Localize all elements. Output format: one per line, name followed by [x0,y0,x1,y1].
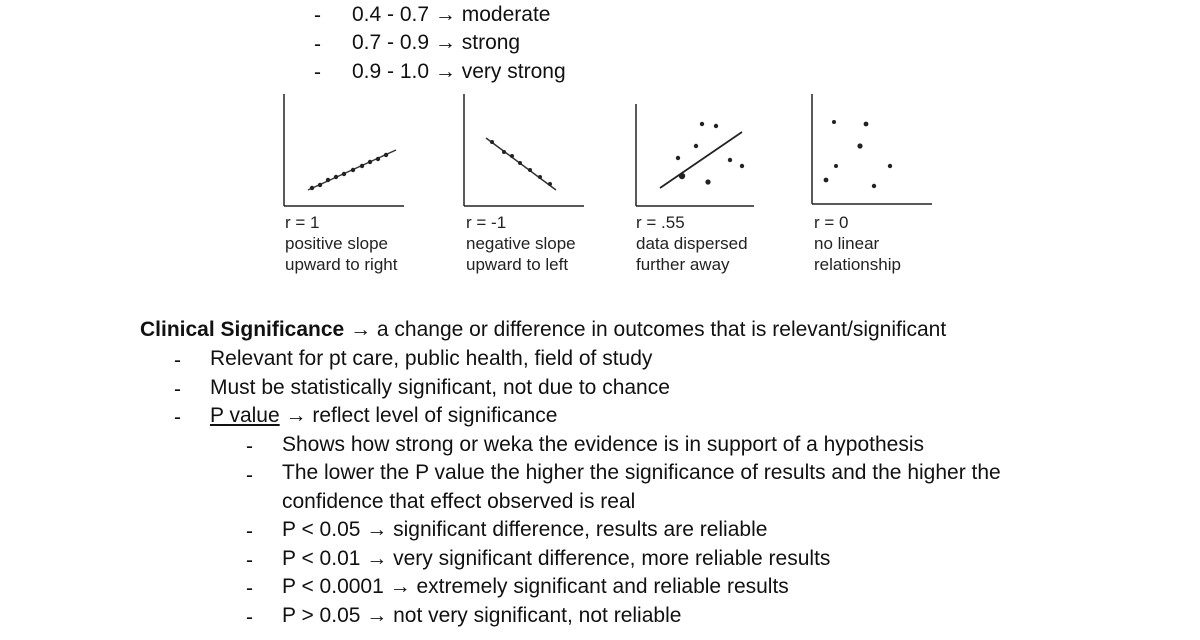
bullet-statistically-significant: Must be statistically significant, not due to chance [210,376,670,399]
bullet-dash: - [314,61,321,84]
scatter-plot-none [808,90,938,220]
threshold-strong [352,29,520,57]
caption-line: relationship [814,255,901,274]
bullet-dash: - [246,549,253,572]
bullet-dash: - [246,464,253,487]
bullet-dash: - [246,520,253,543]
r-value: r = .55 [636,213,685,232]
bullet-dash: - [246,577,253,600]
threshold-very-strong [352,58,566,86]
arrow-icon: → [434,60,456,83]
sub-bullet-p001: P < 0.01 → very significant difference, more reliable results [282,547,831,570]
section-title: Clinical Significance [140,318,345,341]
r-value: r = 1 [285,213,320,232]
arrow-icon: → [434,31,456,54]
caption-none [814,212,901,275]
bullet-dash: - [246,435,253,458]
p-value-term: P value [210,404,280,427]
sub-bullet-lower-p: The lower the P value the higher the significance of results and the higher the [282,461,1001,484]
r-value: r = 0 [814,213,849,232]
sub-bullet-p-gt-005: P > 0.05 → not very significant, not reliable [282,604,682,627]
bullet-dash: - [174,378,181,401]
scatter-plot-dispersed [630,90,760,220]
threshold-range: 0.7 - 0.9 [352,31,430,54]
sub-bullet-p00001: P < 0.0001 → extremely significant and reliable results [282,575,789,598]
bullet-relevant: Relevant for pt care, public health, field of study [210,347,653,370]
sub-bullet-p005: P < 0.05 → significant difference, results are reliable [282,518,768,541]
caption-line: negative slope [466,234,576,253]
threshold-label: moderate [461,3,551,26]
caption-line: further away [636,255,730,274]
arrow-icon: → [434,3,456,26]
caption-positive [285,212,397,275]
caption-line: upward to right [285,255,398,274]
bullet-dash: - [314,4,321,27]
threshold-range: 0.4 - 0.7 [352,3,430,26]
clinical-significance-heading [140,316,946,344]
threshold-moderate [352,1,550,29]
section-definition: a change or difference in outcomes that is relevant/significant [376,318,947,341]
data-points [490,140,552,186]
caption-line: positive slope [285,234,389,253]
scatter-plot-positive [280,90,410,220]
p-value-desc: reflect level of significance [312,404,558,427]
caption-dispersed [636,212,748,275]
threshold-range: 0.9 - 1.0 [352,60,430,83]
arrow-icon: → [350,318,372,341]
caption-line: upward to left [466,255,569,274]
threshold-label: very strong [461,60,566,83]
bullet-dash: - [246,606,253,629]
scatter-plot-negative [460,90,590,220]
sub-bullet-evidence: Shows how strong or weka the evidence is in support of a hypothesis [282,433,925,456]
caption-negative [466,212,576,275]
r-value: r = -1 [466,213,507,232]
bullet-dash: - [174,349,181,372]
sub-bullet-lower-p-cont: confidence that effect observed is real [282,490,636,513]
data-points [824,120,893,188]
bullet-dash: - [174,406,181,429]
caption-line: no linear [814,234,880,253]
caption-line: data dispersed [636,234,748,253]
bullet-dash: - [314,33,321,56]
bullet-p-value [210,402,557,430]
arrow-icon: → [285,404,307,427]
threshold-label: strong [461,31,521,54]
